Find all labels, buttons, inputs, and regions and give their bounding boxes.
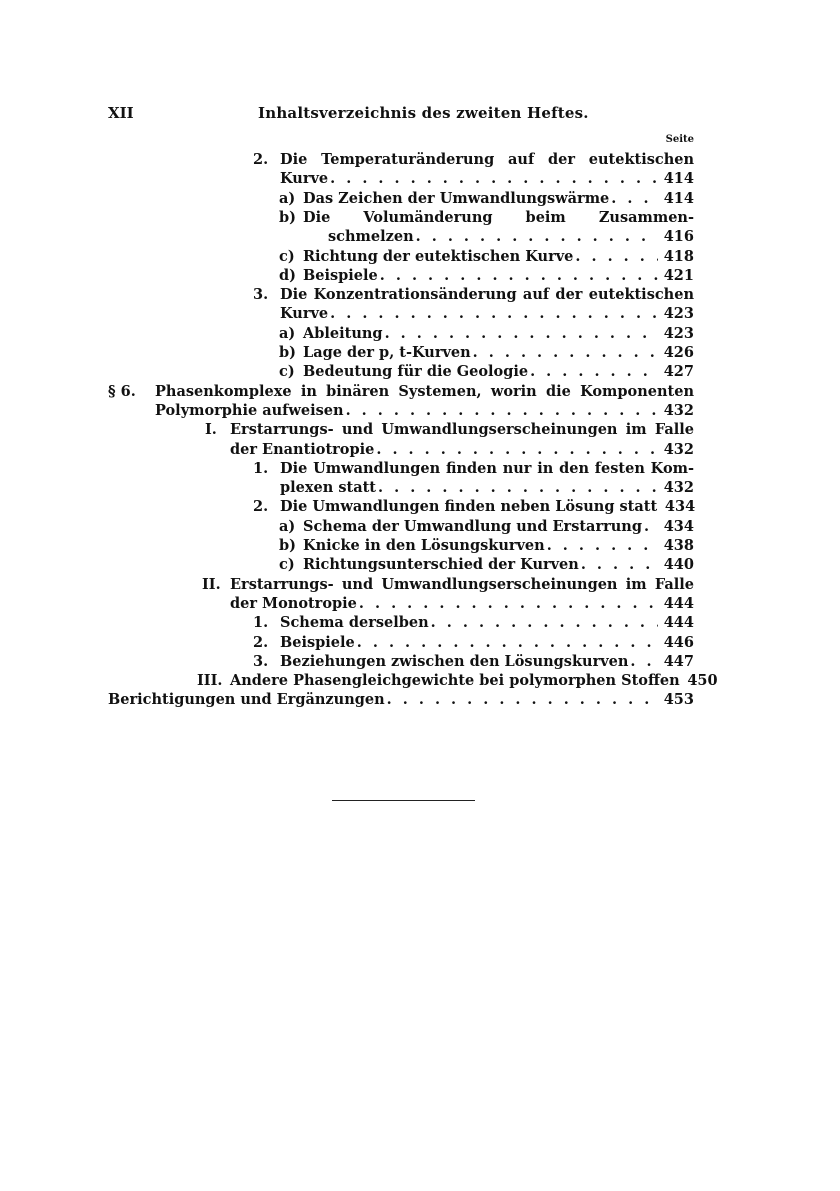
- toc-entry-page: 453: [663, 691, 694, 709]
- toc-entry-page: 444: [663, 614, 694, 632]
- seite-label: Seite: [665, 134, 694, 145]
- toc-entry: [155, 401, 694, 421]
- toc-entry-title: Schema der Umwandlung und Erstarrung: [303, 517, 642, 535]
- dot-leader: [357, 633, 658, 653]
- toc-entry-number: 2.: [253, 498, 269, 516]
- toc-entry-page: 426: [663, 344, 694, 361]
- toc-entry-page: 432: [663, 401, 694, 419]
- dot-leader: [611, 189, 658, 209]
- toc-entry-page: 434: [664, 498, 696, 516]
- toc-entry-title: Berichtigungen und Ergänzungen: [108, 691, 385, 709]
- toc-entry-page: 432: [663, 440, 694, 458]
- dot-leader: [387, 690, 658, 710]
- toc-entry-number: § 6.: [108, 382, 136, 400]
- toc-entry-title: Schema derselben: [280, 614, 429, 632]
- dot-leader: [530, 362, 658, 382]
- toc-entry: [108, 382, 694, 402]
- toc-entry: [279, 266, 694, 286]
- toc-entry-title: Bedeutung für die Geologie: [303, 363, 529, 381]
- toc-entry: [230, 594, 694, 614]
- toc-entry: [230, 440, 694, 460]
- toc-entry-title: Das Zeichen der Umwandlungswärme: [303, 189, 610, 207]
- toc-entry: [253, 459, 694, 479]
- toc-entry-number: d): [279, 266, 296, 284]
- toc-entry: [279, 343, 694, 363]
- toc-entry-number: 2.: [253, 151, 269, 168]
- toc-entry-number: II.: [202, 575, 221, 593]
- toc-entry-title: Beispiele: [303, 266, 378, 284]
- toc-entry-page: 416: [663, 228, 694, 246]
- toc-entry-page: 423: [663, 305, 694, 323]
- dot-leader: [416, 227, 658, 247]
- toc-entry-number: a): [279, 517, 296, 535]
- toc-entry: [279, 247, 694, 267]
- toc-entry-number: 1.: [253, 459, 269, 477]
- dot-leader: [547, 536, 658, 556]
- dot-leader: [380, 266, 658, 286]
- toc-entry: [328, 227, 694, 247]
- toc-entry-title: Kurve: [280, 170, 329, 188]
- toc-entry: [280, 478, 694, 498]
- dot-leader: [330, 304, 658, 324]
- dot-leader: [359, 594, 658, 614]
- toc-entry-title: Phasenkomplexe in binären Systemen, worin die Komponenten: [155, 382, 694, 400]
- dot-leader: [473, 343, 658, 363]
- toc-entry-title: plexen statt: [280, 479, 376, 497]
- toc-entry: [253, 633, 694, 653]
- toc-entry: [280, 304, 694, 324]
- toc-entry-page: 414: [663, 170, 694, 188]
- toc-entry-title: Polymorphie aufweisen: [155, 401, 344, 419]
- toc-entry-title: Die Konzentrationsänderung auf der eutektischen: [280, 286, 694, 304]
- toc-entry-number: b): [279, 344, 296, 361]
- toc-entry-page: 446: [663, 633, 694, 651]
- toc-entry: [253, 613, 694, 633]
- toc-entry-title: Erstarrungs- und Umwandlungserscheinungen im Falle: [230, 575, 694, 593]
- dot-leader: [378, 478, 658, 498]
- toc-entry-page: 421: [663, 266, 694, 284]
- toc-entry-number: c): [279, 556, 295, 574]
- toc-entry-page: 418: [663, 247, 694, 265]
- toc-entry: [108, 690, 694, 710]
- toc-entry-title: Lage der p, t-Kurven: [303, 344, 471, 361]
- toc-entry-page: 450: [687, 672, 718, 690]
- toc-entry-title: Andere Phasengleichgewichte bei polymorphen Stoffen: [230, 672, 680, 690]
- toc-entry-page: 423: [663, 324, 694, 342]
- toc-entry: [253, 150, 694, 170]
- toc-entry-number: c): [279, 247, 295, 265]
- toc-entry-page: 427: [663, 363, 694, 381]
- toc-entry-title: Beispiele: [280, 633, 355, 651]
- toc-entry-number: 3.: [253, 286, 269, 304]
- page-number: XII: [108, 104, 134, 122]
- toc-entry-number: 2.: [253, 633, 269, 651]
- toc-entry-title: Richtungsunterschied der Kurven: [303, 556, 579, 574]
- toc-entry-page: 447: [663, 652, 694, 670]
- toc-entry: [279, 555, 694, 575]
- toc-entry-title: Beziehungen zwischen den Lösungskurven: [280, 652, 629, 670]
- toc-entry-page: 440: [663, 556, 694, 574]
- toc-entry-number: c): [279, 363, 295, 381]
- toc-entry-number: III.: [197, 672, 223, 690]
- toc-entry-number: b): [279, 537, 296, 554]
- toc-entry-number: 3.: [253, 652, 269, 670]
- toc-entry-page: 438: [663, 537, 694, 554]
- toc-entry-number: I.: [205, 421, 217, 439]
- dot-leader: [630, 652, 658, 672]
- toc-entry-title: Die Temperaturänderung auf der eutektischen: [280, 151, 694, 168]
- dot-leader: [431, 613, 658, 633]
- toc-entry-title: Erstarrungs- und Umwandlungserscheinungen im Falle: [230, 421, 694, 439]
- toc-entry: [279, 324, 694, 344]
- toc-entry: [280, 169, 694, 189]
- toc-entry: [253, 497, 696, 517]
- toc-entry: [253, 285, 694, 305]
- toc-entry: [253, 652, 694, 672]
- toc-entry: [279, 189, 694, 209]
- toc-entry-title: der Enantiotropie: [230, 440, 375, 458]
- toc-entry-title: Die Umwandlungen finden nur in den festen Kom-: [280, 459, 694, 477]
- toc-entry-title: der Monotropie: [230, 594, 357, 612]
- end-rule: [332, 800, 475, 801]
- toc-entry-number: 1.: [253, 614, 269, 632]
- toc-entry-title: Richtung der eutektischen Kurve: [303, 247, 574, 265]
- toc-entry: [205, 420, 694, 440]
- dot-leader: [575, 247, 658, 267]
- dot-leader: [644, 517, 658, 537]
- toc-entry-title: Die Volumänderung beim Zusammen-: [303, 208, 694, 226]
- toc-entry-page: 434: [663, 517, 694, 535]
- toc-entry-title: Die Umwandlungen finden neben Lösung statt: [280, 498, 658, 516]
- toc-entry-number: a): [279, 324, 296, 342]
- dot-leader: [385, 324, 658, 344]
- toc-entry-title: schmelzen: [328, 228, 414, 246]
- toc-entry-page: 432: [663, 479, 694, 497]
- running-title: Inhaltsverzeichnis des zweiten Heftes.: [258, 104, 589, 122]
- toc-entry-page: 444: [663, 594, 694, 612]
- toc-entry-page: 414: [663, 189, 694, 207]
- toc-entry: [202, 575, 694, 595]
- toc-entry: [279, 536, 694, 556]
- dot-leader: [376, 440, 658, 460]
- toc-entry-title: Kurve: [280, 305, 329, 323]
- toc-entry: [279, 208, 694, 228]
- toc-entry-title: Ableitung: [303, 324, 383, 342]
- toc-entry: [279, 362, 694, 382]
- toc-entry: [197, 671, 718, 691]
- dot-leader: [581, 555, 658, 575]
- toc-entry-number: a): [279, 189, 296, 207]
- toc-entry: [279, 517, 694, 537]
- toc-entry-title: Knicke in den Lösungskurven: [303, 537, 545, 554]
- toc-entry-number: b): [279, 208, 296, 226]
- dot-leader: [330, 169, 658, 189]
- dot-leader: [346, 401, 658, 421]
